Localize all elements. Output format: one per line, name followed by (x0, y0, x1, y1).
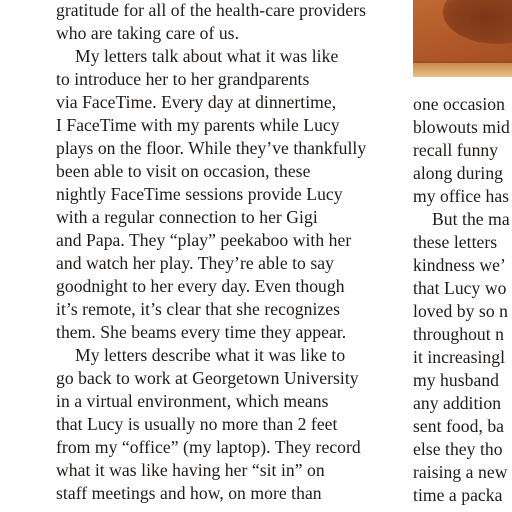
text-line: time a packa (413, 485, 503, 505)
right-text-column (413, 93, 512, 507)
text-line: kindness we’ (413, 255, 506, 275)
text-line: who are taking care of us. (56, 23, 240, 43)
text-line: plays on the floor. While they’ve thankfully (56, 138, 367, 158)
text-line: with a regular connection to her Gigi (56, 207, 318, 227)
text-line: in a virtual environment, which means (56, 391, 329, 411)
text-line: throughout n (413, 324, 505, 344)
text-line: it’s remote, it’s clear that she recognizes (56, 299, 341, 319)
text-line: these letters (413, 232, 498, 252)
text-line: raising a new (413, 462, 508, 482)
text-line: recall funny (413, 140, 499, 160)
text-line: nightly FaceTime sessions provide Lucy (56, 184, 343, 204)
text-line: go back to work at Georgetown University (56, 368, 359, 388)
text-line: my office has (413, 186, 510, 206)
text-line: it increasingl (413, 347, 506, 367)
text-line: gratitude for all of the health-care providers (56, 0, 367, 20)
text-line: along during (413, 163, 504, 183)
text-line: and Papa. They “play” peekaboo with her (56, 230, 352, 250)
text-line: I FaceTime with my parents while Lucy (56, 115, 340, 135)
paragraph-start-line: My letters talk about what it was like (75, 46, 339, 66)
text-line: staff meetings and how, on more than (56, 483, 322, 503)
text-line: been able to visit on occasion, these (56, 161, 311, 181)
text-line: that Lucy wo (413, 278, 507, 298)
text-line: them. She beams every time they appear. (56, 322, 347, 342)
text-line: that Lucy is usually no more than 2 feet (56, 414, 338, 434)
text-line: from my “office” (my laptop). They record (56, 437, 361, 457)
text-line: loved by so n (413, 301, 508, 321)
text-line: any addition (413, 393, 502, 413)
text-line: what it was like having her “sit in” on (56, 460, 325, 480)
text-line: one occasion (413, 94, 505, 114)
text-line: via FaceTime. Every day at dinnertime, (56, 92, 337, 112)
text-line: sent food, ba (413, 416, 505, 436)
text-line: goodnight to her every day. Even though (56, 276, 345, 296)
text-line: blowouts mid (413, 117, 510, 137)
paragraph-start-line: My letters describe what it was like to (75, 345, 346, 365)
text-line: else they tho (413, 439, 503, 459)
text-line: to introduce her to her grandparents (56, 69, 310, 89)
text-line: and watch her play. They’re able to say (56, 253, 334, 273)
paragraph-start-line: But the ma (432, 209, 510, 229)
text-line: my husband (413, 370, 500, 390)
